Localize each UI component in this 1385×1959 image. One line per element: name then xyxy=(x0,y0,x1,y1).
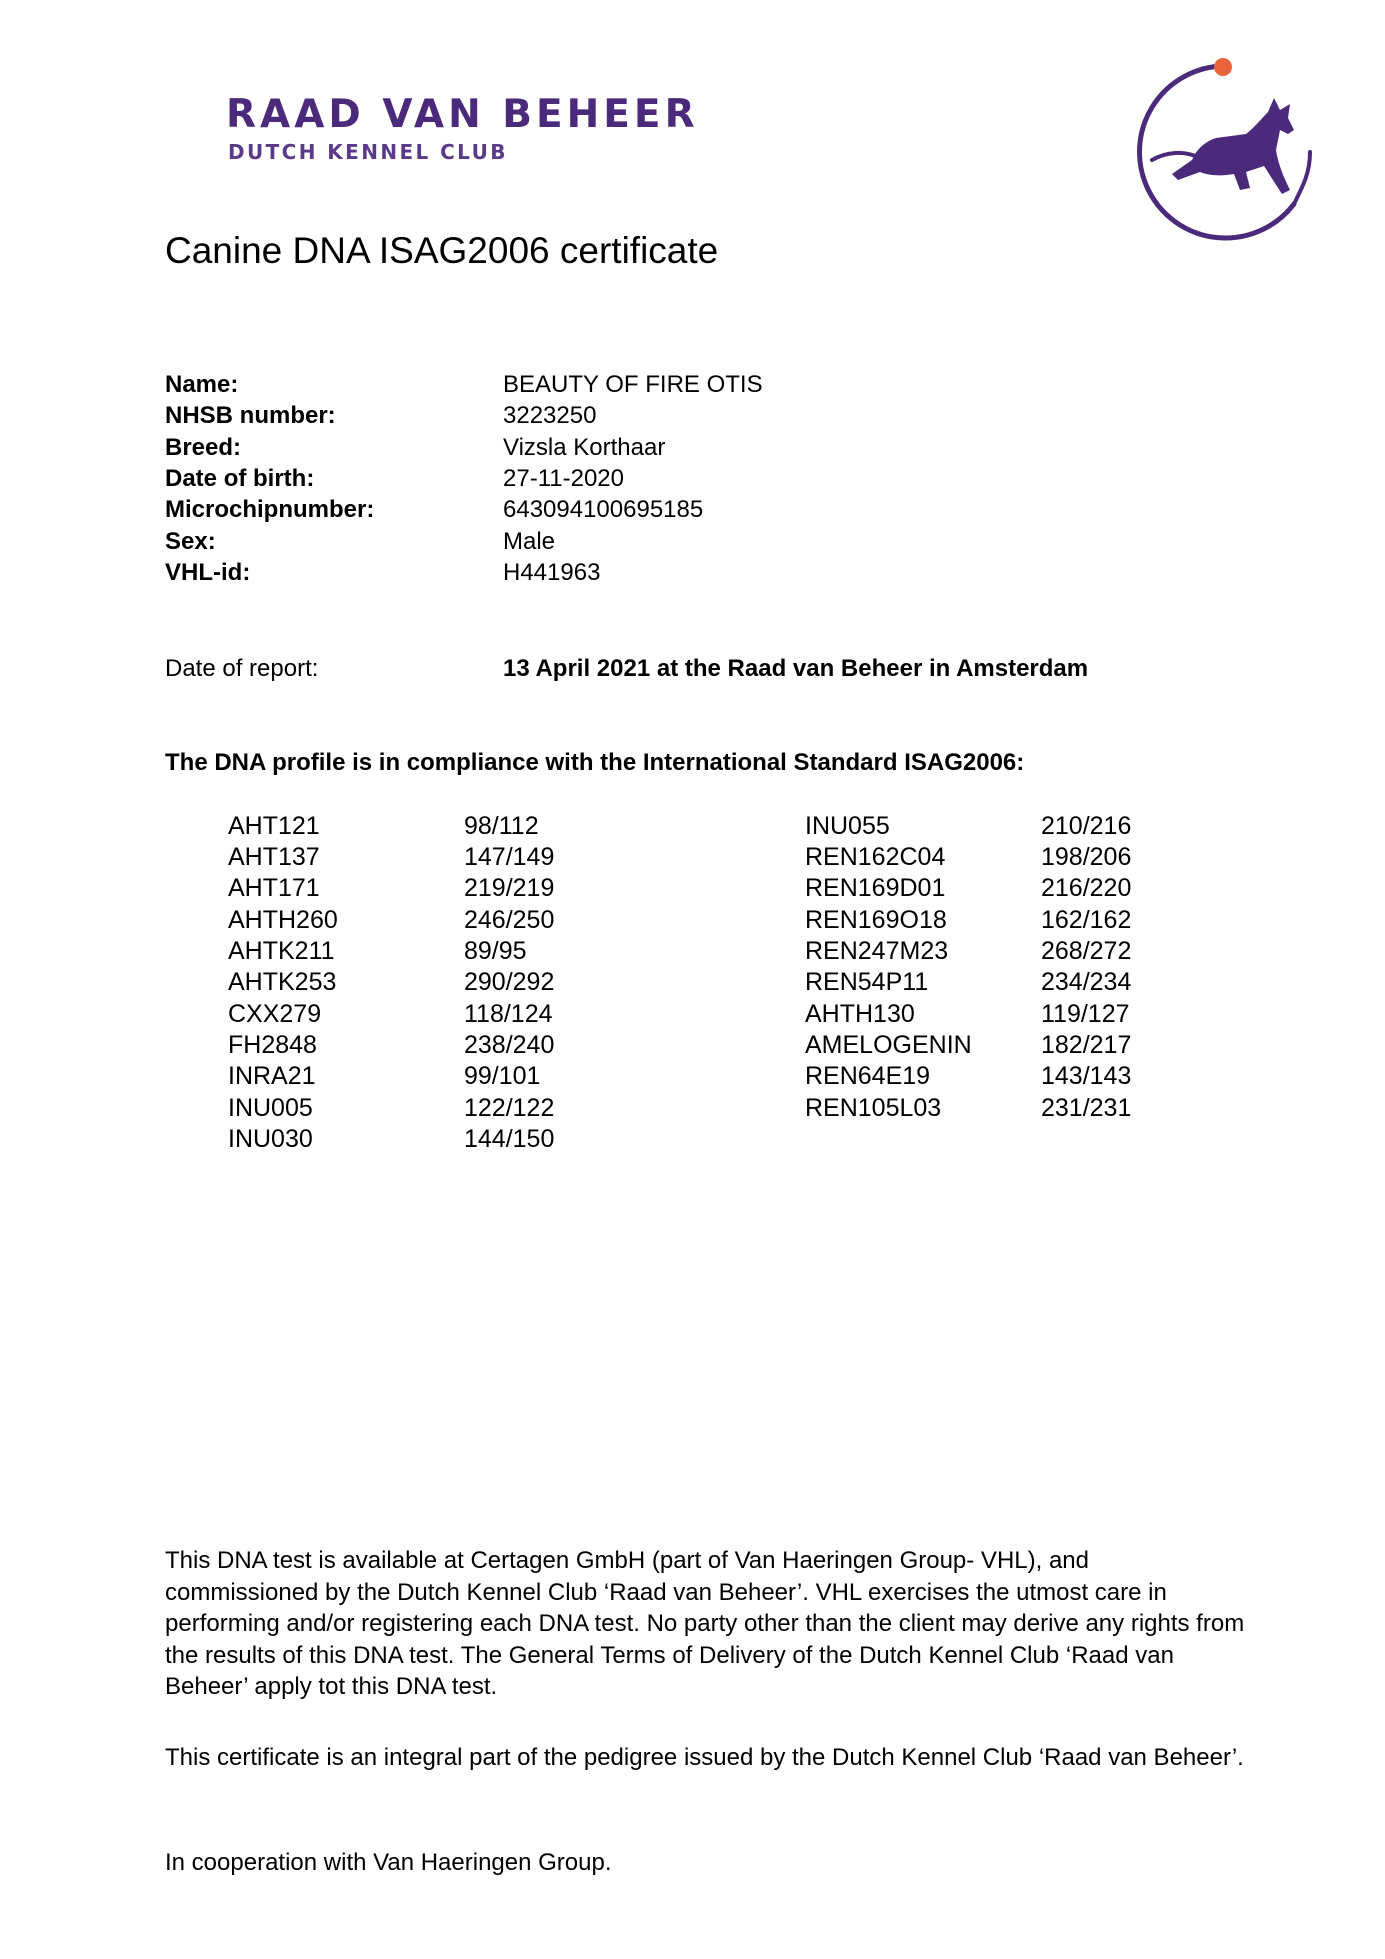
detail-value-nhsb: 3223250 xyxy=(503,402,597,429)
marker-value: 119/127 xyxy=(1041,1000,1130,1028)
detail-value-microchip: 643094100695185 xyxy=(503,496,704,523)
report-date-value: 13 April 2021 at the Raad van Beheer in Amsterdam xyxy=(503,655,1089,682)
marker-value: 122/122 xyxy=(464,1094,555,1122)
marker-value: 118/124 xyxy=(464,1000,553,1028)
detail-label-sex: Sex: xyxy=(165,528,216,555)
marker-name: AHT171 xyxy=(228,874,320,902)
detail-value-dob: 27-11-2020 xyxy=(503,465,624,492)
marker-name: REN162C04 xyxy=(805,843,946,871)
marker-name: FH2848 xyxy=(228,1031,317,1059)
marker-value: 216/220 xyxy=(1041,874,1132,902)
marker-value: 234/234 xyxy=(1041,968,1132,996)
marker-value: 246/250 xyxy=(464,906,555,934)
marker-name: AHT121 xyxy=(228,812,320,840)
disclaimer-paragraph: This DNA test is available at Certagen GmbH (part of Van Haeringen Group- VHL), and commissioned by the Dutch Kennel Club ‘Raad van Beheer’. VHL exercises the utmost care in performing and/or registering each DNA test. No party other than the client may derive any rights from the results of this DNA test. The General Terms of Delivery of the Dutch Kennel Club ‘Raad van Beheer’ apply tot this DNA test. xyxy=(165,1547,1245,1700)
marker-value: 268/272 xyxy=(1041,937,1132,965)
marker-name: CXX279 xyxy=(228,1000,322,1028)
marker-name: INU030 xyxy=(228,1125,313,1153)
marker-name: AHTH130 xyxy=(805,1000,915,1028)
marker-name: AHT137 xyxy=(228,843,320,871)
marker-value: 99/101 xyxy=(464,1062,541,1090)
detail-value-sex: Male xyxy=(503,528,556,555)
marker-value: 182/217 xyxy=(1041,1031,1132,1059)
marker-value: 238/240 xyxy=(464,1031,555,1059)
org-name: RAAD VAN BEHEER xyxy=(226,92,699,137)
marker-name: REN105L03 xyxy=(805,1094,942,1122)
document-title: Canine DNA ISAG2006 certificate xyxy=(165,230,719,271)
marker-value: 89/95 xyxy=(464,937,527,965)
report-date-label: Date of report: xyxy=(165,655,319,682)
marker-name: AHTK253 xyxy=(228,968,337,996)
marker-name: AHTK211 xyxy=(228,937,335,965)
detail-label-nhsb: NHSB number: xyxy=(165,402,336,429)
marker-name: REN169D01 xyxy=(805,874,946,902)
marker-name: REN64E19 xyxy=(805,1062,931,1090)
marker-name: AMELOGENIN xyxy=(805,1031,972,1059)
jumping-dog-circle-logo-icon xyxy=(1118,54,1318,254)
marker-value: 143/143 xyxy=(1041,1062,1132,1090)
marker-value: 290/292 xyxy=(464,968,555,996)
profile-heading: The DNA profile is in compliance with the International Standard ISAG2006: xyxy=(165,749,1025,776)
marker-name: INU005 xyxy=(228,1094,313,1122)
detail-label-microchip: Microchipnumber: xyxy=(165,496,375,523)
detail-label-name: Name: xyxy=(165,371,239,398)
marker-value: 231/231 xyxy=(1041,1094,1132,1122)
detail-value-name: BEAUTY OF FIRE OTIS xyxy=(503,371,763,398)
marker-name: REN169O18 xyxy=(805,906,947,934)
detail-label-breed: Breed: xyxy=(165,434,242,461)
pedigree-note-paragraph: This certificate is an integral part of the pedigree issued by the Dutch Kennel Club ‘Raad van Beheer’. xyxy=(165,1744,1244,1771)
detail-value-breed: Vizsla Korthaar xyxy=(503,434,666,461)
marker-value: 162/162 xyxy=(1041,906,1132,934)
marker-name: REN54P11 xyxy=(805,968,929,996)
marker-name: AHTH260 xyxy=(228,906,338,934)
detail-label-vhl: VHL-id: xyxy=(165,559,251,586)
marker-value: 98/112 xyxy=(464,812,539,840)
marker-value: 147/149 xyxy=(464,843,555,871)
marker-value: 219/219 xyxy=(464,874,555,902)
marker-value: 198/206 xyxy=(1041,843,1132,871)
marker-name: INU055 xyxy=(805,812,890,840)
marker-name: INRA21 xyxy=(228,1062,316,1090)
org-subtitle: DUTCH KENNEL CLUB xyxy=(228,140,508,164)
marker-name: REN247M23 xyxy=(805,937,949,965)
detail-value-vhl: H441963 xyxy=(503,559,601,586)
detail-label-dob: Date of birth: xyxy=(165,465,315,492)
cooperation-note: In cooperation with Van Haeringen Group. xyxy=(165,1849,612,1876)
marker-value: 210/216 xyxy=(1041,812,1132,840)
marker-value: 144/150 xyxy=(464,1125,555,1153)
